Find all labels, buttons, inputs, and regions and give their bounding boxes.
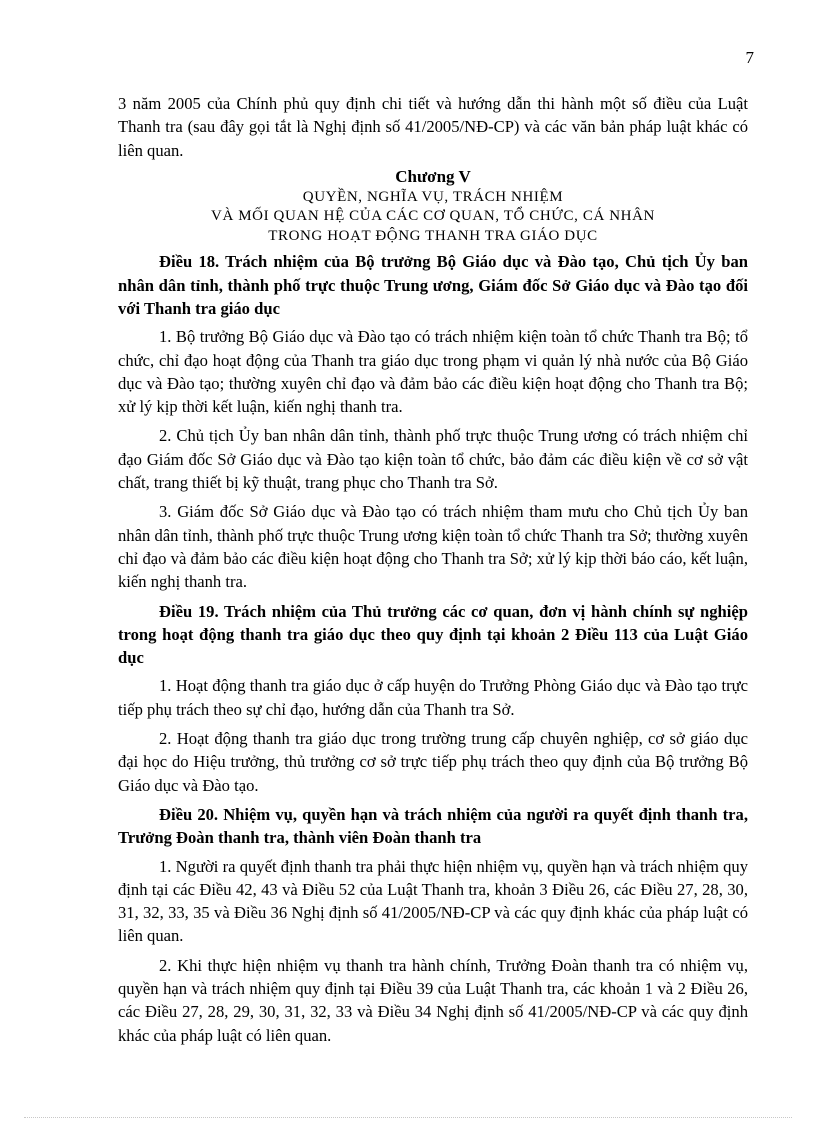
article-18 bbox=[118, 250, 748, 593]
article-paragraph: 1. Hoạt động thanh tra giáo dục ở cấp huyện do Trưởng Phòng Giáo dục và Đào tạo trực tiếp phụ trách theo sự chỉ đạo, hướng dẫn của Thanh tra Sở. bbox=[118, 676, 748, 719]
chapter-subtitle-line: TRONG HOẠT ĐỘNG THANH TRA GIÁO DỤC bbox=[268, 227, 598, 244]
document-body bbox=[118, 92, 748, 1053]
article-paragraph: 3. Giám đốc Sở Giáo dục và Đào tạo có trách nhiệm tham mưu cho Chủ tịch Ủy ban nhân dân tỉnh, thành phố trực thuộc Trung ương kiện toàn tổ chức Thanh tra Sở; thường xuyên chỉ đạo và đảm bảo các điều kiện hoạt động cho Thanh tra Sở; xử lý kịp thời báo cáo, kết luận, kiến nghị thanh tra. bbox=[118, 502, 748, 592]
intro-paragraph: 3 năm 2005 của Chính phủ quy định chi tiết và hướng dẫn thi hành một số điều của Luật Thanh tra (sau đây gọi tắt là Nghị định số 41/2005/NĐ-CP) và các văn bản pháp luật khác có liên quan. bbox=[118, 94, 748, 160]
article-paragraph: 1. Người ra quyết định thanh tra phải thực hiện nhiệm vụ, quyền hạn và trách nhiệm quy định tại các Điều 42, 43 và Điều 52 của Luật Thanh tra, khoản 3 Điều 26, các Điều 27, 28, 30, 31, 32, 33, 35 và Điều 36 Nghị định số 41/2005/NĐ-CP và các quy định khác của pháp luật có liên quan. bbox=[118, 856, 748, 946]
chapter-subtitle-line: QUYỀN, NGHĨA VỤ, TRÁCH NHIỆM bbox=[302, 188, 564, 205]
page-bottom-divider bbox=[24, 1117, 792, 1118]
chapter-heading bbox=[118, 166, 748, 247]
article-paragraph: 2. Khi thực hiện nhiệm vụ thanh tra hành chính, Trưởng Đoàn thanh tra có nhiệm vụ, quyền hạn và trách nhiệm quy định tại Điều 39 của Luật Thanh tra, các khoản 1 và 2 Điều 26, các Điều 27, 28, 29, 30, 31, 32, 33 và Điều 34 Nghị định số 41/2005/NĐ-CP và các quy định khác của pháp luật có liên quan. bbox=[118, 955, 748, 1045]
article-paragraph: 2. Chủ tịch Ủy ban nhân dân tỉnh, thành phố trực thuộc Trung ương có trách nhiệm chỉ đạo Giám đốc Sở Giáo dục và Đào tạo kiện toàn tổ chức, bảo đảm các điều kiện về cơ sở vật chất, trang thiết bị kỹ thuật, trang phục cho Thanh tra Sở. bbox=[118, 426, 748, 493]
chapter-subtitle-line: VÀ MỐI QUAN HỆ CỦA CÁC CƠ QUAN, TỔ CHỨC, CÁ NHÂN bbox=[211, 208, 655, 225]
article-19 bbox=[118, 600, 748, 797]
chapter-title: Chương V bbox=[395, 166, 471, 186]
article-20 bbox=[118, 803, 748, 1047]
article-paragraph: 1. Bộ trưởng Bộ Giáo dục và Đào tạo có trách nhiệm kiện toàn tổ chức Thanh tra Bộ; tổ chức, chỉ đạo hoạt động của Thanh tra giáo dục trong phạm vi quản lý nhà nước của Bộ Giáo dục và Đào tạo; thường xuyên chỉ đạo và đảm bảo các điều kiện hoạt động cho Thanh tra Bộ; xử lý kịp thời kết luận, kiến nghị thanh tra. bbox=[118, 327, 748, 417]
article-heading: Điều 20. Nhiệm vụ, quyền hạn và trách nhiệm của người ra quyết định thanh tra, Trưởng Đoàn thanh tra, thành viên Đoàn thanh tra bbox=[118, 804, 748, 848]
page-number: 7 bbox=[745, 48, 754, 67]
article-heading: Điều 19. Trách nhiệm của Thủ trưởng các cơ quan, đơn vị hành chính sự nghiệp trong hoạt động thanh tra giáo dục theo quy định tại khoản 2 Điều 113 của Luật Giáo dục bbox=[118, 601, 748, 668]
article-paragraph: 2. Hoạt động thanh tra giáo dục trong trường trung cấp chuyên nghiệp, cơ sở giáo dục đại học do Hiệu trưởng, thủ trưởng cơ sở trực tiếp phụ trách theo quy định của Bộ trưởng Bộ Giáo dục và Đào tạo. bbox=[118, 729, 748, 795]
article-heading: Điều 18. Trách nhiệm của Bộ trưởng Bộ Giáo dục và Đào tạo, Chủ tịch Ủy ban nhân dân tỉnh, thành phố trực thuộc Trung ương, Giám đốc Sở Giáo dục và Đào tạo đối với Thanh tra giáo dục bbox=[118, 252, 748, 318]
